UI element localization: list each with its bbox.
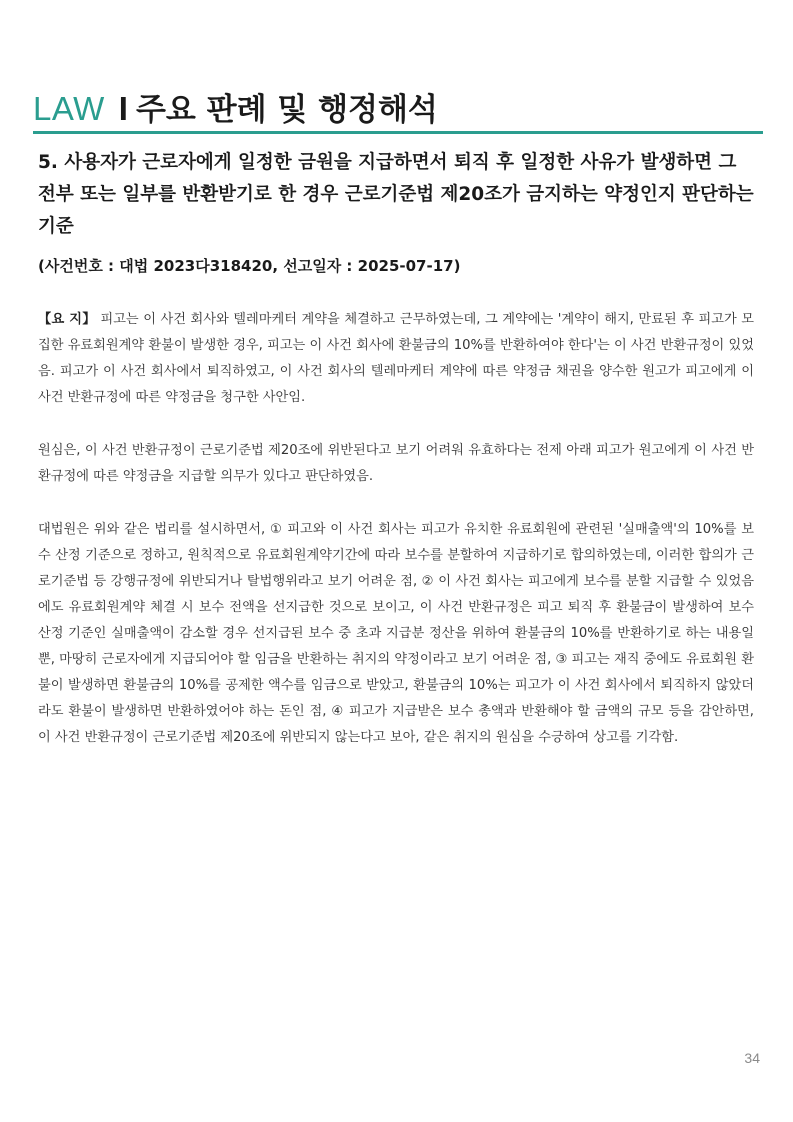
header-title: 주요 판례 및 행정해석	[135, 92, 438, 128]
page-header	[33, 84, 763, 130]
lower-court-paragraph: 원심은, 이 사건 반환규정이 근로기준법 제20조에 위반된다고 보기 어려워 유효하다는 전제 아래 피고가 원고에게 이 사건 반환규정에 따른 약정금을 지급할 의무가 있다고 판단하였음.	[38, 443, 754, 484]
header-separator: I	[118, 90, 128, 127]
case-heading: 5. 사용자가 근로자에게 일정한 금원을 지급하면서 퇴직 후 일정한 사유가 발생하면 그 전부 또는 일부를 반환받기로 한 경우 근로기준법 제20조가 금지하는 약정인지 판단하는 기준	[38, 152, 754, 237]
summary-tag: 【요 지】	[38, 312, 96, 327]
header-divider	[33, 131, 763, 134]
case-meta: (사건번호 : 대법 2023다318420, 선고일자 : 2025-07-17)	[38, 257, 461, 275]
summary-text: 피고는 이 사건 회사와 텔레마케터 계약을 체결하고 근무하였는데, 그 계약에는 '계약이 해지, 만료된 후 피고가 모집한 유료회원계약 환불이 발생한 경우, 피고는 이 사건 회사에 환불금의 10%를 반환하여야 한다'는 이 사건 반환규정이 있었음. 피고가 이 사건 회사에서 퇴직하였고, 이 사건 회사의 텔레마케터 계약에 따른 약정금 채권을 양수한 원고가 피고에게 이 사건 반환규정에 따른 약정금을 청구한 사안임.	[38, 312, 754, 405]
section-label: LAW	[33, 90, 105, 127]
page-number: 34	[744, 1050, 760, 1066]
supreme-court-paragraph: 대법원은 위와 같은 법리를 설시하면서, ① 피고와 이 사건 회사는 피고가 유치한 유료회원에 관련된 '실매출액'의 10%를 보수 산정 기준으로 정하고, 원칙적으로 유료회원계약기간에 따라 보수를 분할하여 지급하기로 합의하였는데, 이러한 합의가 근로기준법 등 강행규정에 위반되거나 탈법행위라고 보기 어려운 점, ② 이 사건 회사는 피고에게 보수를 분할 지급할 수 있었음에도 유료회원계약 체결 시 보수 전액을 선지급한 것으로 보이고, 이 사건 반환규정은 피고 퇴직 후 환불금이 발생하여 보수 산정 기준인 실매출액이 감소할 경우 선지급된 보수 중 초과 지급분 정산을 위하여 환불금의 10%를 반환하기로 하는 내용일 뿐, 마땅히 근로자에게 지급되어야 할 임금을 반환하는 취지의 약정이라고 보기 어려운 점, ③ 피고는 재직 중에도 유료회원 환불이 발생하면 환불금의 10%를 공제한 액수를 임금으로 받았고, 환불금의 10%는 피고가 이 사건 회사에서 퇴직하지 않았더라도 환불이 발생하면 반환하였어야 하는 돈인 점, ④ 피고가 지급받은 보수 총액과 반환해야 할 금액의 규모 등을 감안하면, 이 사건 반환규정이 근로기준법 제20조에 위반되지 않는다고 보아, 같은 취지의 원심을 수긍하여 상고를 기각함.	[38, 522, 754, 745]
summary-paragraph	[38, 307, 754, 411]
